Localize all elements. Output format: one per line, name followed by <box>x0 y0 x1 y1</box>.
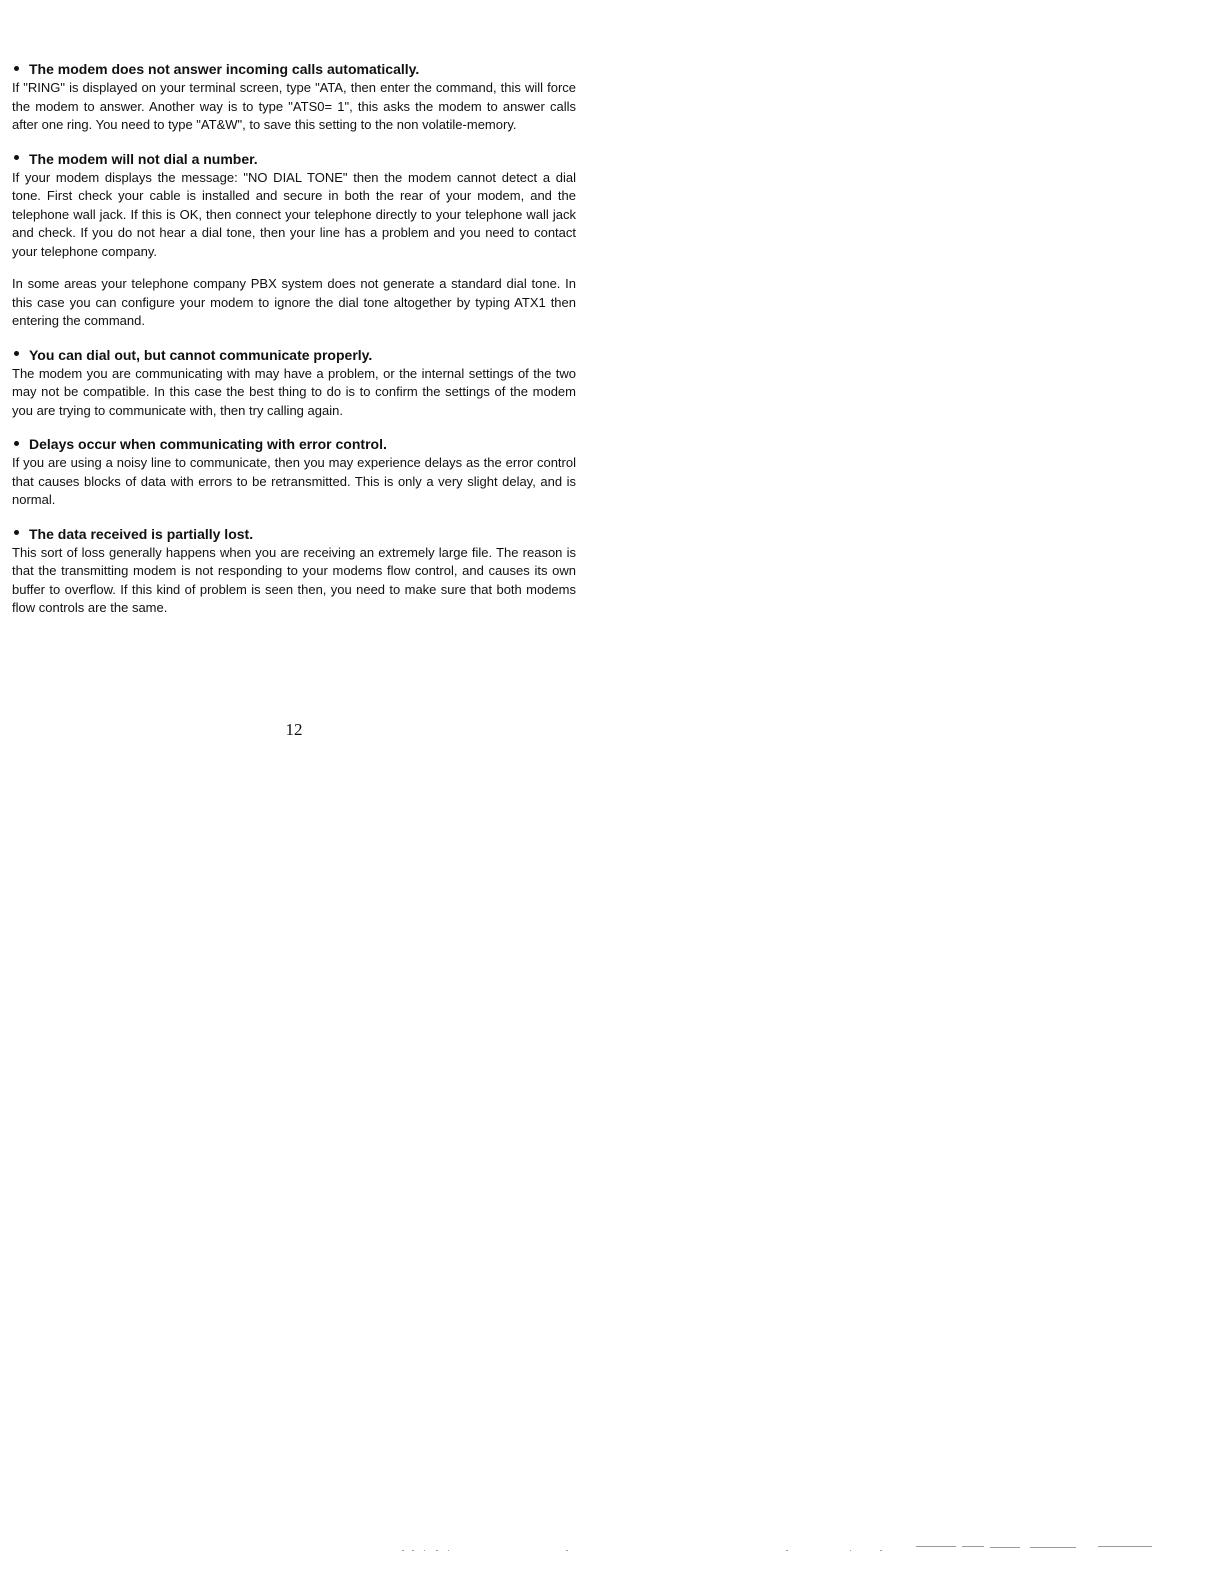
paragraph: If "RING" is displayed on your terminal screen, type "ATA, then enter the command, this will force the modem to answer. Another way is to type "ATS0= 1", this asks the modem to answer calls after one ring. You need to type "AT&W", to save this setting to the non volatile-memory. <box>12 80 576 132</box>
section-no-auto-answer <box>12 60 576 135</box>
bullet-icon <box>14 441 19 446</box>
section-heading <box>12 435 576 453</box>
bullet-icon <box>14 66 19 71</box>
paragraph: If your modem displays the message: "NO DIAL TONE" then the modem cannot detect a dial tone. First check your cable is installed and secure in both the rear of your modem, and the telephone wall jack. If this is OK, then connect your telephone directly to your telephone wall jack and check. If you do not hear a dial tone, then your line has a problem and you need to contact your telephone company. <box>12 169 576 259</box>
heading-text: Delays occur when communicating with error control. <box>29 436 387 452</box>
section-heading <box>12 60 576 78</box>
document-body <box>12 60 576 633</box>
paragraph: The modem you are communicating with may have a problem, or the internal settings of the two may not be compatible. In this case the best thing to do is to confirm the settings of the modem you are trying to communicate with, then try calling again. <box>12 365 576 418</box>
bullet-icon <box>14 155 19 160</box>
paragraph: If you are using a noisy line to communicate, then you may experience delays as the error control that causes blocks of data with errors to be retransmitted. This is only a very slight delay, and is normal. <box>12 455 576 507</box>
section-heading <box>12 150 576 168</box>
section-error-control-delays <box>12 435 576 510</box>
section-heading <box>12 525 576 543</box>
heading-text: The modem does not answer incoming calls automatically. <box>29 61 420 77</box>
heading-text: You can dial out, but cannot communicate properly. <box>29 346 373 363</box>
section-heading <box>12 346 576 364</box>
bullet-icon <box>14 351 19 356</box>
heading-text: The data received is partially lost. <box>29 525 254 542</box>
heading-text: The modem will not dial a number. <box>29 150 258 167</box>
bullet-icon <box>14 530 19 535</box>
page-number: 12 <box>285 720 303 739</box>
paragraph: This sort of loss generally happens when you are receiving an extremely large file. The reason is that the transmitting modem is not responding to your modems flow control, and causes its own buffer to overflow. If this kind of problem is seen then, you need to make sure that both modems flow controls are the same. <box>12 544 576 615</box>
paragraph: In some areas your telephone company PBX system does not generate a standard dial tone. In this case you can configure your modem to ignore the dial tone altogether by typing ATX1 then entering the command. <box>12 276 576 328</box>
scan-noise <box>0 1540 1224 1560</box>
section-data-partially-lost <box>12 525 576 618</box>
section-cannot-communicate <box>12 346 576 421</box>
section-will-not-dial <box>12 150 576 331</box>
